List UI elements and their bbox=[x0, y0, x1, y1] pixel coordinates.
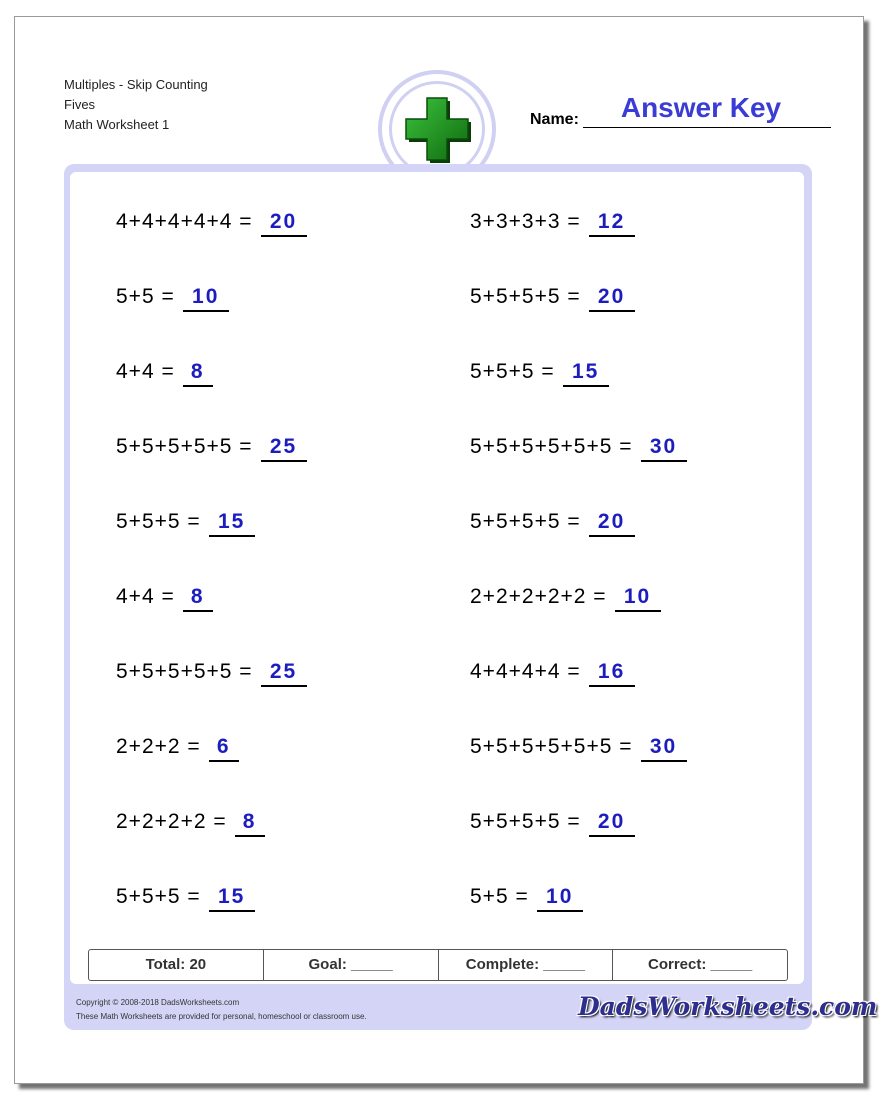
problem-equation: 5+5 = bbox=[470, 885, 529, 908]
worksheet-number: Math Worksheet 1 bbox=[64, 117, 170, 132]
problem-answer: 25 bbox=[261, 659, 307, 687]
problem-answer: 16 bbox=[589, 659, 635, 687]
problem-answer: 15 bbox=[563, 359, 609, 387]
score-total: Total: 20 bbox=[89, 950, 264, 980]
problem-row bbox=[470, 357, 609, 387]
problem-row bbox=[116, 882, 255, 912]
problem-row bbox=[470, 807, 635, 837]
name-line bbox=[583, 127, 831, 128]
site-logo: DadsWorksheets.com bbox=[578, 992, 878, 1021]
problem-answer: 15 bbox=[209, 509, 255, 537]
problem-row bbox=[470, 657, 635, 687]
score-goal: Goal: _____ bbox=[264, 950, 439, 980]
problem-equation: 5+5+5+5+5+5 = bbox=[470, 435, 633, 458]
problem-answer: 10 bbox=[183, 284, 229, 312]
problem-row bbox=[116, 357, 213, 387]
problem-equation: 3+3+3+3 = bbox=[470, 210, 581, 233]
problem-answer: 10 bbox=[615, 584, 661, 612]
problem-equation: 5+5+5+5+5 = bbox=[116, 660, 253, 683]
problem-answer: 8 bbox=[183, 359, 213, 387]
problem-row bbox=[470, 732, 687, 762]
copyright-text: Copyright © 2008-2018 DadsWorksheets.com bbox=[76, 998, 240, 1007]
problem-equation: 5+5+5 = bbox=[116, 510, 201, 533]
problem-equation: 5+5+5+5+5+5 = bbox=[470, 735, 633, 758]
problem-row bbox=[116, 207, 307, 237]
plus-icon bbox=[396, 88, 478, 170]
problem-equation: 2+2+2+2+2 = bbox=[470, 585, 607, 608]
problem-equation: 5+5+5 = bbox=[470, 360, 555, 383]
problem-row bbox=[116, 282, 229, 312]
problem-row bbox=[470, 882, 583, 912]
problem-row bbox=[470, 282, 635, 312]
problem-row bbox=[470, 582, 661, 612]
problem-equation: 5+5 = bbox=[116, 285, 175, 308]
problem-row bbox=[116, 432, 307, 462]
problem-row bbox=[470, 432, 687, 462]
problem-row bbox=[116, 807, 265, 837]
score-complete: Complete: _____ bbox=[439, 950, 614, 980]
problem-equation: 5+5+5+5+5 = bbox=[116, 435, 253, 458]
problem-answer: 30 bbox=[641, 734, 687, 762]
problem-answer: 30 bbox=[641, 434, 687, 462]
answer-key-title: Answer Key bbox=[620, 92, 782, 123]
problem-answer: 8 bbox=[235, 809, 265, 837]
problem-equation: 5+5+5+5 = bbox=[470, 285, 581, 308]
problem-answer: 8 bbox=[183, 584, 213, 612]
worksheet-subtopic: Fives bbox=[64, 97, 96, 112]
problem-row bbox=[116, 582, 213, 612]
problem-row bbox=[116, 732, 239, 762]
problem-answer: 25 bbox=[261, 434, 307, 462]
problem-equation: 4+4 = bbox=[116, 585, 175, 608]
problem-row bbox=[470, 207, 635, 237]
problem-answer: 20 bbox=[589, 809, 635, 837]
problem-answer: 15 bbox=[209, 884, 255, 912]
problem-equation: 5+5+5 = bbox=[116, 885, 201, 908]
problem-answer: 20 bbox=[261, 209, 307, 237]
score-bar bbox=[88, 949, 788, 981]
problem-answer: 6 bbox=[209, 734, 239, 762]
problem-row bbox=[116, 657, 307, 687]
problem-answer: 20 bbox=[589, 284, 635, 312]
problem-equation: 4+4+4+4+4 = bbox=[116, 210, 253, 233]
usage-notice: These Math Worksheets are provided for personal, homeschool or classroom use. bbox=[76, 1012, 367, 1021]
problem-row bbox=[116, 507, 255, 537]
score-correct: Correct: _____ bbox=[648, 956, 753, 973]
problem-equation: 5+5+5+5 = bbox=[470, 510, 581, 533]
problem-equation: 4+4+4+4 = bbox=[470, 660, 581, 683]
problem-equation: 4+4 = bbox=[116, 360, 175, 383]
problem-answer: 20 bbox=[589, 509, 635, 537]
problem-equation: 2+2+2+2 = bbox=[116, 810, 227, 833]
problem-answer: 12 bbox=[589, 209, 635, 237]
problem-equation: 2+2+2 = bbox=[116, 735, 201, 758]
problem-answer: 10 bbox=[537, 884, 583, 912]
problem-equation: 5+5+5+5 = bbox=[470, 810, 581, 833]
name-label: Name: bbox=[530, 111, 579, 128]
worksheet-topic: Multiples - Skip Counting bbox=[64, 77, 208, 92]
problem-row bbox=[470, 507, 635, 537]
